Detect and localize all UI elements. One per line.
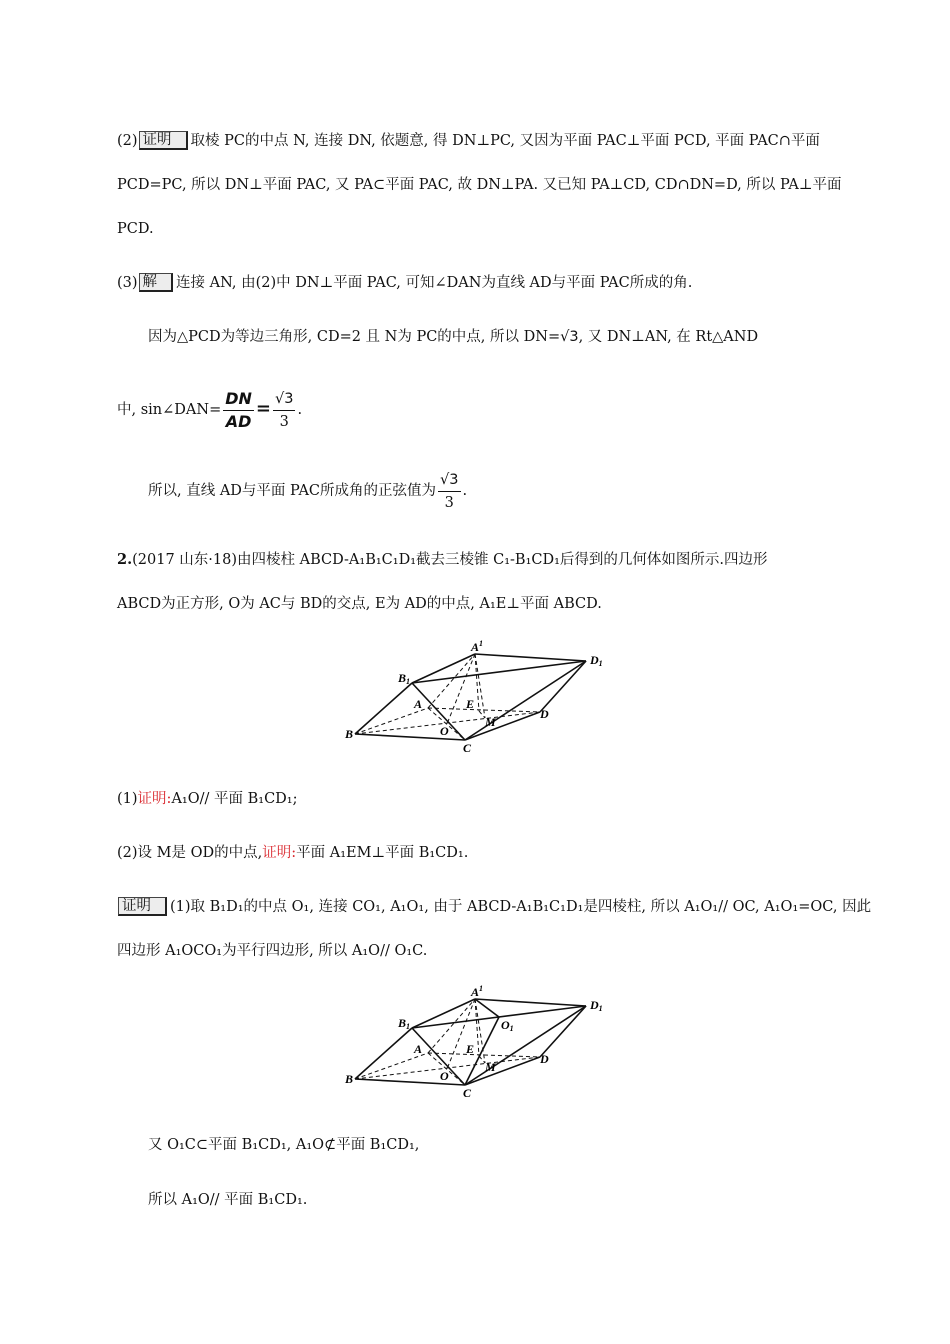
part2-proof-line2: PCD=PC, 所以 DN⊥平面 PAC, 又 PA⊂平面 PAC, 故 DN⊥PA. 又已知 PA⊥CD, CD∩DN=D, 所以 PA⊥平面	[117, 177, 842, 193]
proof2-line1	[117, 896, 872, 918]
sqrt-three: √3	[560, 329, 579, 345]
part2-proof-line1	[117, 130, 838, 152]
label-o: O	[440, 724, 449, 738]
part3-solution-line4	[148, 466, 838, 516]
label-e: E	[466, 1042, 475, 1056]
part3-prefix: (3)	[117, 275, 138, 291]
fraction-denominator: 3	[279, 413, 289, 430]
fraction-numerator: √3	[438, 469, 460, 492]
equals-sign: =	[255, 398, 271, 419]
prism-figure-2	[340, 985, 620, 1100]
fraction-denominator: AD	[225, 411, 252, 431]
label-a1: $A^1$	[471, 640, 484, 654]
part3-solution-line2	[148, 326, 838, 348]
proof-tag: 证明	[139, 131, 188, 150]
label-b: B	[345, 727, 354, 741]
q2-prefix: (2)设 M是 OD的中点,	[117, 845, 263, 861]
fraction-root3-over-3	[273, 388, 295, 433]
period: .	[462, 483, 468, 499]
problem2-line2: ABCD为正方形, O为 AC与 BD的交点, E为 AD的中点, A₁E⊥平面 ABCD.	[117, 596, 602, 612]
label-b1: B1	[398, 671, 411, 686]
part3-text-2a: 因为△PCD为等边三角形, CD=2 且 N为 PC的中点, 所以 DN=	[148, 329, 561, 345]
part2-proof-line3: PCD.	[117, 221, 154, 237]
label-e: E	[466, 697, 475, 711]
label-b: B	[345, 1072, 354, 1086]
label-o: O	[440, 1069, 449, 1083]
proof2-text-1: (1)取 B₁D₁的中点 O₁, 连接 CO₁, A₁O₁, 由于 ABCD-A₁B₁C₁D₁是四棱柱, 所以 A₁O₁// OC, A₁O₁=OC, 因此	[170, 899, 872, 915]
question-2	[117, 842, 838, 864]
label-m: M	[485, 715, 496, 729]
sin-prefix: 中, sin∠DAN=	[117, 402, 222, 418]
label-b1: B1	[398, 1016, 411, 1031]
label-d: D	[540, 707, 549, 721]
q1-text: A₁O// 平面 B₁CD₁;	[171, 791, 298, 807]
part3-text-2b: , 又 DN⊥AN, 在 Rt△AND	[578, 329, 759, 345]
proof2-line2: 四边形 A₁OCO₁为平行四边形, 所以 A₁O// O₁C.	[117, 943, 428, 959]
part3-solution-line3	[117, 384, 838, 435]
question-1	[117, 788, 838, 810]
solution-tag: 解	[139, 273, 174, 292]
label-a: A	[414, 1042, 423, 1056]
fraction-denominator: 3	[444, 494, 454, 511]
fraction-root3-over-3	[438, 469, 460, 514]
q1-prefix: (1)	[117, 791, 138, 807]
label-d1: D1	[590, 998, 603, 1013]
label-d: D	[540, 1052, 549, 1066]
conclusion-text: 所以, 直线 AD与平面 PAC所成角的正弦值为	[148, 483, 437, 499]
label-a1: $A^1$	[471, 985, 484, 999]
period: .	[297, 402, 303, 418]
part2-prefix: (2)	[117, 133, 138, 149]
part2-text-1: 取棱 PC的中点 N, 连接 DN, 依题意, 得 DN⊥PC, 又因为平面 PAC⊥平面 PCD, 平面 PAC∩平面	[190, 133, 820, 149]
fraction-numerator: DN	[223, 388, 254, 411]
problem2-line1	[117, 549, 838, 571]
label-m: M	[485, 1060, 496, 1074]
label-c: C	[463, 741, 472, 755]
label-a: A	[414, 697, 423, 711]
q2-red-label: 证明:	[262, 845, 297, 861]
prism-figure-1	[340, 640, 620, 755]
part3-solution-line1	[117, 272, 838, 294]
problem-number: 2.	[117, 551, 133, 568]
proof-tag: 证明	[118, 897, 167, 916]
proof2-line3: 又 O₁C⊂平面 B₁CD₁, A₁O⊄平面 B₁CD₁,	[148, 1137, 420, 1153]
problem2-text-1: (2017 山东·18)由四棱柱 ABCD-A₁B₁C₁D₁截去三棱锥 C₁-B₁CD₁后得到的几何体如图所示.四边形	[132, 552, 768, 568]
label-d1: D1	[590, 653, 603, 668]
label-o1: O1	[501, 1018, 514, 1033]
q2-text: 平面 A₁EM⊥平面 B₁CD₁.	[296, 845, 469, 861]
q1-red-label: 证明:	[137, 791, 172, 807]
proof2-line4: 所以 A₁O// 平面 B₁CD₁.	[148, 1192, 308, 1208]
fraction-dn-ad	[223, 388, 254, 433]
fraction-numerator: √3	[273, 388, 295, 411]
label-c: C	[463, 1086, 472, 1100]
part3-text-1: 连接 AN, 由(2)中 DN⊥平面 PAC, 可知∠DAN为直线 AD与平面 PAC所成的角.	[176, 275, 693, 291]
